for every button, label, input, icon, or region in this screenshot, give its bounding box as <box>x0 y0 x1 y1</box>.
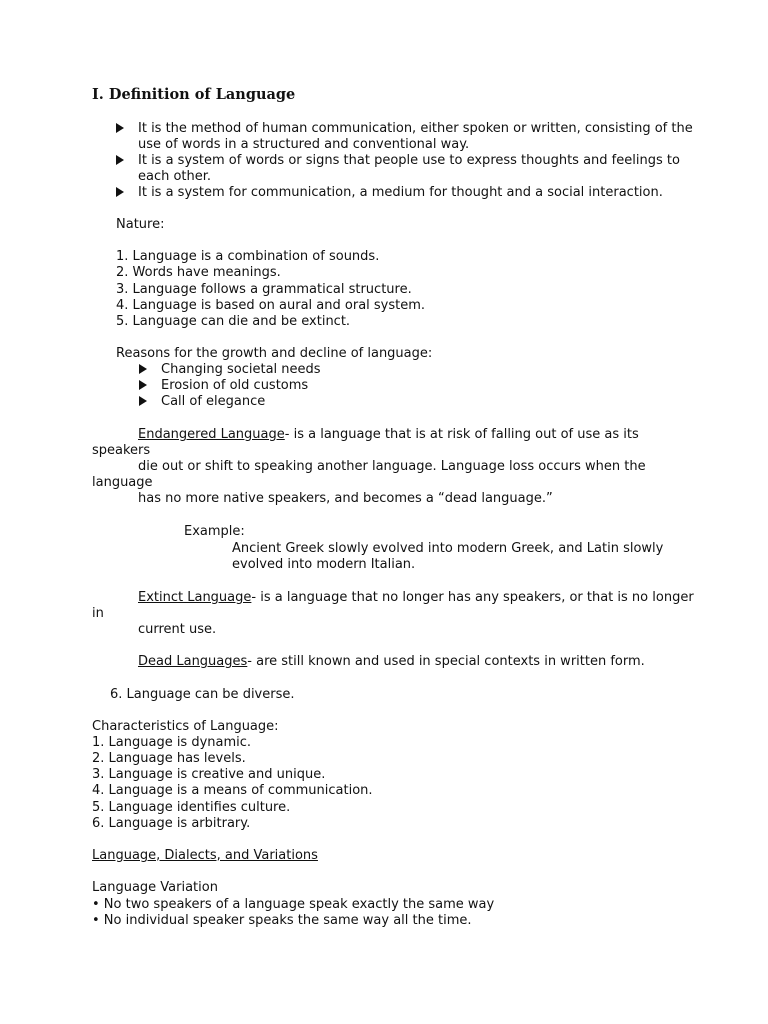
nature-item: 1. Language is a combination of sounds. <box>116 249 380 264</box>
definition-1-line-2: use of words in a structured and conventional way. <box>138 137 470 152</box>
characteristic-item: 6. Language is arbitrary. <box>92 816 251 831</box>
section-heading: Language, Dialects, and Variations <box>92 848 318 863</box>
reason-item: Call of elegance <box>161 394 266 409</box>
characteristic-item: 3. Language is creative and unique. <box>92 767 326 782</box>
extinct-term: Extinct Language <box>138 590 252 605</box>
bullet-arrow-icon <box>116 153 124 169</box>
variation-item: • No two speakers of a language speak exactly the same way <box>92 897 495 912</box>
definition-3-line-1: It is a system for communication, a medium for thought and a social interaction. <box>138 185 663 200</box>
reasons-label: Reasons for the growth and decline of language: <box>116 346 433 361</box>
extinct-line-3: current use. <box>138 622 217 637</box>
characteristic-item: 1. Language is dynamic. <box>92 735 252 750</box>
variation-item: • No individual speaker speaks the same way all the time. <box>92 913 472 928</box>
characteristic-item: 5. Language identifies culture. <box>92 800 291 815</box>
dead-line: Dead Languages- are still known and used in special contexts in written form. <box>138 654 645 669</box>
endangered-line-4: language <box>92 475 153 490</box>
nature-item-6: 6. Language can be diverse. <box>110 687 295 702</box>
endangered-line-3: die out or shift to speaking another language. Language loss occurs when the <box>138 459 646 474</box>
reason-item: Erosion of old customs <box>161 378 309 393</box>
definition-2-line-2: each other. <box>138 169 212 184</box>
endangered-line-5: has no more native speakers, and becomes a “dead language.” <box>138 491 553 506</box>
nature-item: 2. Words have meanings. <box>116 265 281 280</box>
nature-item: 3. Language follows a grammatical structure. <box>116 282 412 297</box>
characteristics-label: Characteristics of Language: <box>92 719 279 734</box>
nature-item: 5. Language can die and be extinct. <box>116 314 351 329</box>
bullet-arrow-icon <box>139 362 147 378</box>
bullet-arrow-icon <box>116 121 124 137</box>
example-line-2: evolved into modern Italian. <box>232 557 416 572</box>
variation-label: Language Variation <box>92 880 218 895</box>
characteristic-item: 4. Language is a means of communication. <box>92 783 373 798</box>
nature-label: Nature: <box>116 217 165 232</box>
extinct-line-1: Extinct Language- is a language that no longer has any speakers, or that is no longer <box>138 590 694 605</box>
bullet-arrow-icon <box>139 394 147 410</box>
reason-item: Changing societal needs <box>161 362 321 377</box>
extinct-line-2: in <box>92 606 104 621</box>
definition-1-line-1: It is the method of human communication, either spoken or written, consisting of the <box>138 121 693 136</box>
endangered-line-1: Endangered Language- is a language that is at risk of falling out of use as its <box>138 427 639 442</box>
definition-2-line-1: It is a system of words or signs that people use to express thoughts and feelings to <box>138 153 680 168</box>
endangered-term: Endangered Language <box>138 427 285 442</box>
nature-item: 4. Language is based on aural and oral system. <box>116 298 426 313</box>
example-line-1: Ancient Greek slowly evolved into modern Greek, and Latin slowly <box>232 541 664 556</box>
characteristic-item: 2. Language has levels. <box>92 751 246 766</box>
bullet-arrow-icon <box>139 378 147 394</box>
page-title: I. Definition of Language <box>92 86 296 103</box>
dead-term: Dead Languages <box>138 654 248 669</box>
bullet-arrow-icon <box>116 185 124 201</box>
example-label: Example: <box>184 524 245 539</box>
endangered-line-2: speakers <box>92 443 151 458</box>
